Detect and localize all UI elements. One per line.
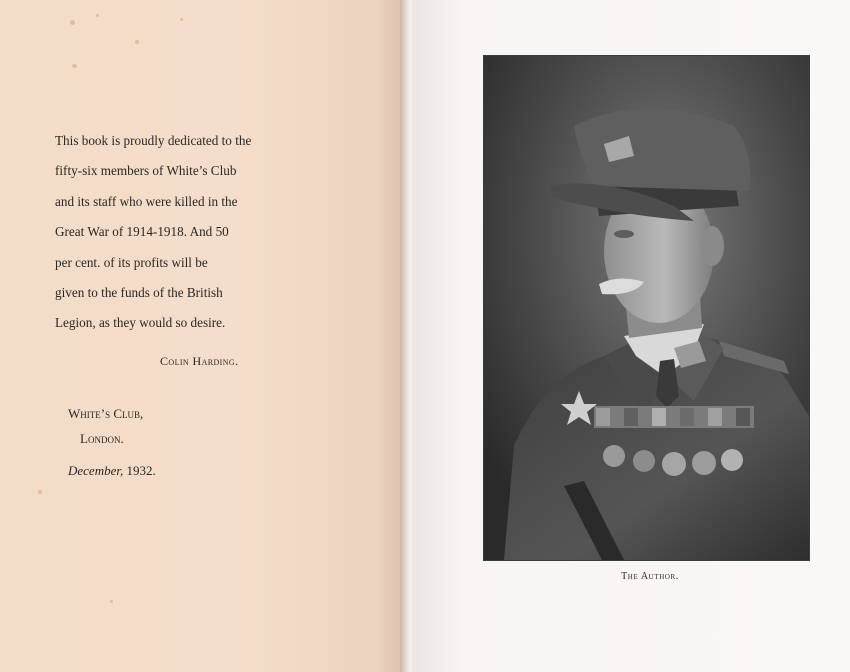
address-club: White’s Club, — [68, 406, 144, 421]
dedication-line: given to the funds of the British — [55, 285, 223, 301]
author-signature: Colin Harding. — [160, 354, 239, 368]
portrait-illustration — [484, 56, 809, 560]
dedication-line: fifty-six members of White’s Club — [55, 163, 237, 179]
dedication-line: Legion, as they would so desire. — [55, 315, 226, 331]
foxing-spot — [70, 20, 75, 25]
address-city: London. — [80, 431, 124, 446]
dedication-line: per cent. of its profits will be — [55, 254, 208, 270]
dedication-line: Great War of 1914-1918. And 50 — [55, 224, 229, 240]
foxing-spot — [38, 490, 42, 494]
dedication-date — [68, 463, 156, 479]
dedication-line: and its staff who were killed in the — [55, 193, 238, 209]
foxing-spot — [135, 40, 139, 44]
photo-caption: The Author. — [621, 571, 679, 582]
foxing-spot — [96, 14, 99, 17]
dedication-line: This book is proudly dedicated to the — [55, 133, 252, 148]
dedication-text — [55, 126, 277, 339]
date-year: 1932. — [123, 463, 156, 478]
foxing-spot — [110, 600, 113, 603]
left-page — [0, 0, 405, 672]
foxing-spot — [180, 18, 183, 21]
author-portrait-photo — [483, 55, 810, 561]
date-month: December, — [68, 463, 124, 478]
foxing-spot — [72, 64, 77, 68]
